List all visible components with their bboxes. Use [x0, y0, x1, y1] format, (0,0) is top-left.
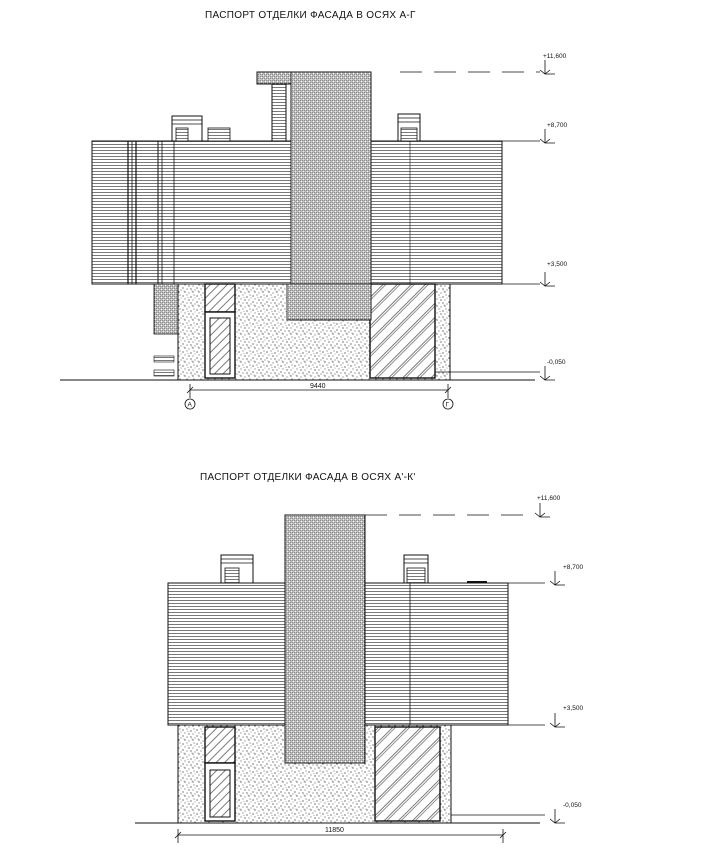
large-window — [375, 727, 440, 821]
level-label: -0,050 — [547, 359, 566, 366]
level-label: +8,700 — [547, 122, 568, 129]
facade-title-top: ПАСПОРТ ОТДЕЛКИ ФАСАДА В ОСЯХ А-Г — [205, 10, 416, 21]
brick-tower — [285, 515, 365, 763]
transom-window — [205, 727, 235, 763]
level-label: +3,500 — [547, 261, 568, 268]
level-label: +11,600 — [543, 53, 567, 60]
roof-vent-left — [172, 116, 230, 141]
level-label: +11,600 — [537, 495, 561, 502]
brick-tower — [291, 72, 371, 320]
facade-elevation-2 — [135, 495, 583, 843]
roof-vent-right — [404, 555, 428, 583]
large-window — [370, 284, 435, 378]
roof-vent-left — [221, 555, 253, 583]
axis-label: Г — [445, 401, 450, 409]
facade-title-bottom: ПАСПОРТ ОТДЕЛКИ ФАСАДА В ОСЯХ А'-К' — [200, 472, 416, 483]
dimension-value: 9440 — [310, 383, 326, 390]
level-label: +3,500 — [563, 705, 584, 712]
level-label: +8,700 — [563, 564, 584, 571]
roof-vent-right — [398, 114, 420, 141]
level-label: -0,050 — [563, 802, 582, 809]
dimension-value: 11850 — [325, 827, 344, 834]
transom-window — [205, 284, 235, 312]
facade-elevation-1 — [60, 53, 567, 409]
axis-label: А — [187, 401, 192, 409]
left-brick-pier — [154, 284, 178, 334]
